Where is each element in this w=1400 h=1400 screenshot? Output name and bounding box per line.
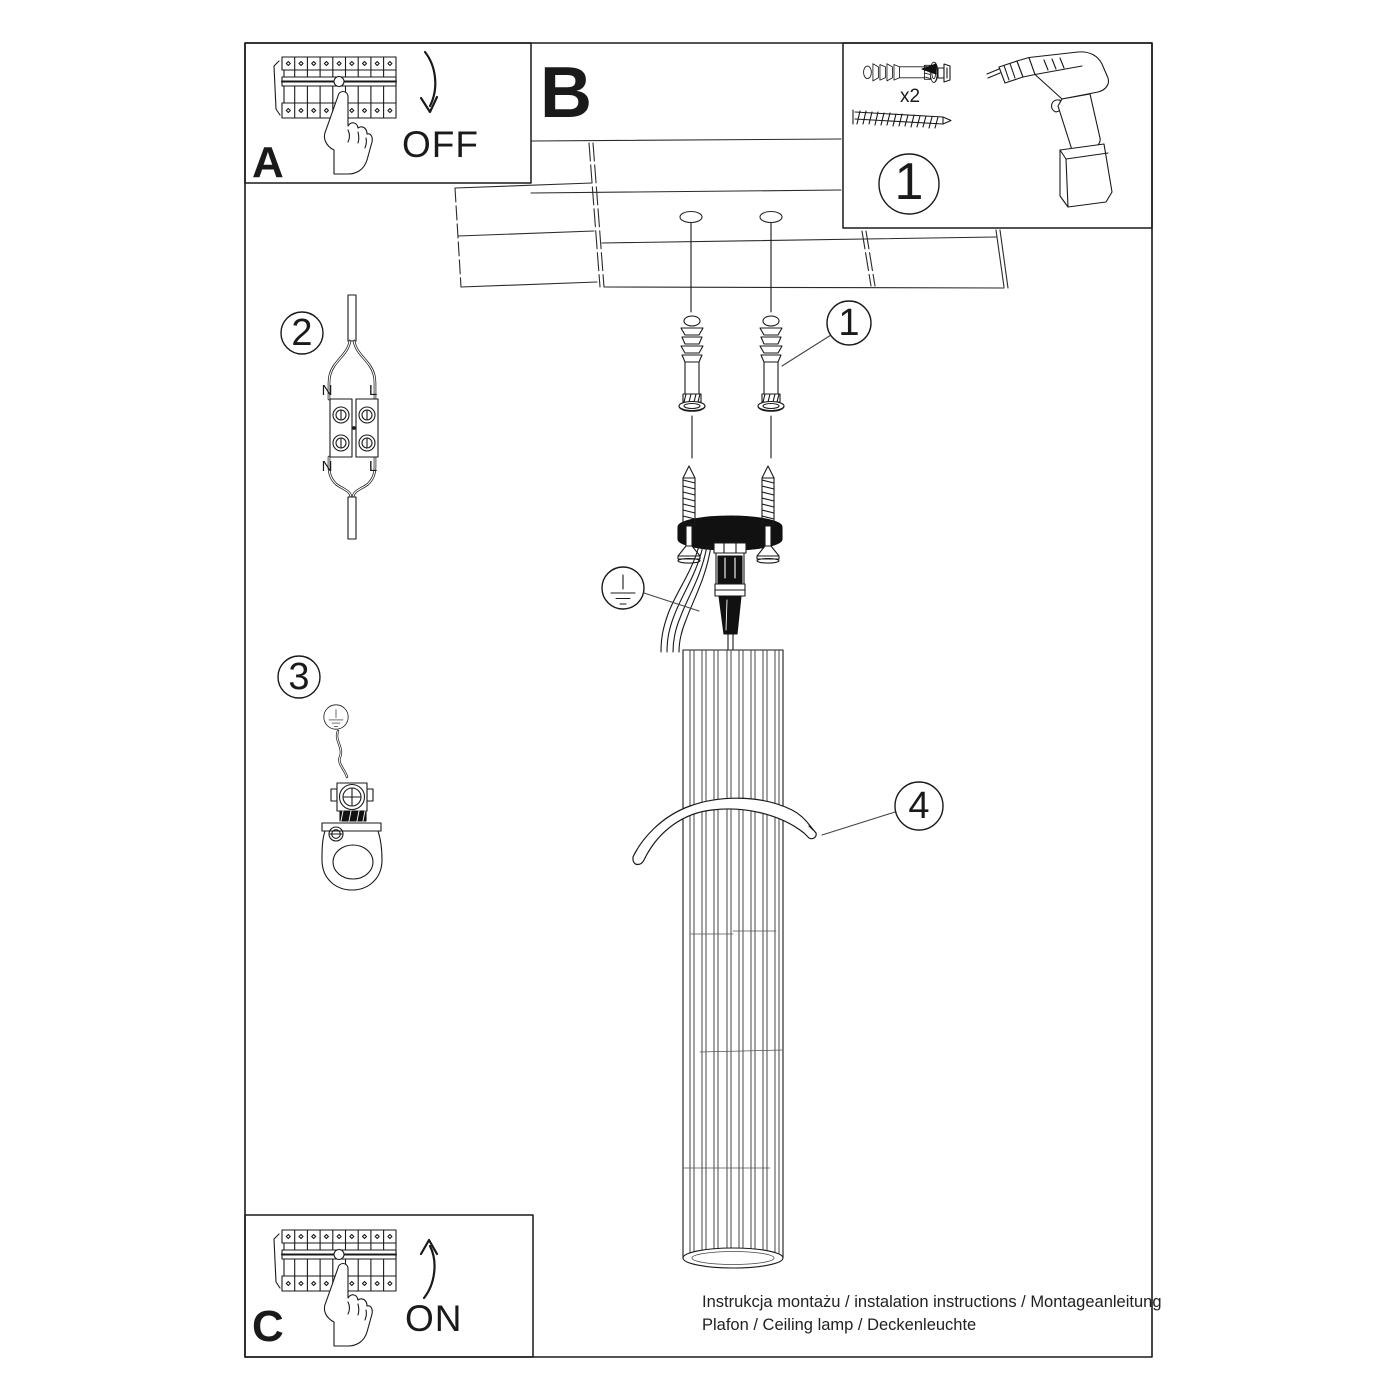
step-c-label: C xyxy=(252,1302,284,1351)
wall-anchor-left xyxy=(679,316,705,411)
callout-3-number: 3 xyxy=(288,656,310,698)
terminal-n-bottom-label: N xyxy=(321,458,333,475)
ground-symbol-small xyxy=(324,705,348,729)
wall-anchor-right xyxy=(758,316,784,411)
lamp-tube xyxy=(683,650,783,1268)
alignment-line xyxy=(691,223,771,312)
ground-symbol xyxy=(602,567,644,609)
footer-line-1: Instrukcja montażu / instalation instructions / Montageanleitung xyxy=(702,1293,1162,1311)
cable-connector xyxy=(714,543,746,652)
panel-a xyxy=(245,43,531,183)
step-b-label: B xyxy=(540,53,592,133)
footer-line-2: Plafon / Ceiling lamp / Deckenleuchte xyxy=(702,1315,977,1334)
callout-1-number: 1 xyxy=(838,302,860,344)
mounting-screw-right xyxy=(757,466,779,563)
power-on-label: ON xyxy=(405,1298,463,1339)
terminal-n-top-label: N xyxy=(321,382,333,399)
terminal-l-top-label: L xyxy=(368,382,378,399)
mounting-screw-left xyxy=(678,466,700,563)
terminal-l-bottom-label: L xyxy=(368,458,378,475)
wires xyxy=(661,546,711,652)
power-off-label: OFF xyxy=(402,124,479,165)
callout-4-number: 4 xyxy=(908,785,930,827)
step-a-label: A xyxy=(252,138,284,187)
ceiling-hole xyxy=(680,212,702,223)
screw-count-label: x2 xyxy=(899,86,921,107)
lamp-tube-bottom xyxy=(683,1248,783,1268)
callout-line-ground xyxy=(644,593,699,611)
parts-number: 1 xyxy=(894,153,924,211)
ceiling-hole xyxy=(760,212,782,223)
alignment-line xyxy=(692,416,771,458)
panel-c xyxy=(245,1215,533,1357)
footer-text xyxy=(702,1291,1162,1336)
mounting-assembly-drawing xyxy=(602,223,943,1268)
callout-2-number: 2 xyxy=(291,312,313,354)
